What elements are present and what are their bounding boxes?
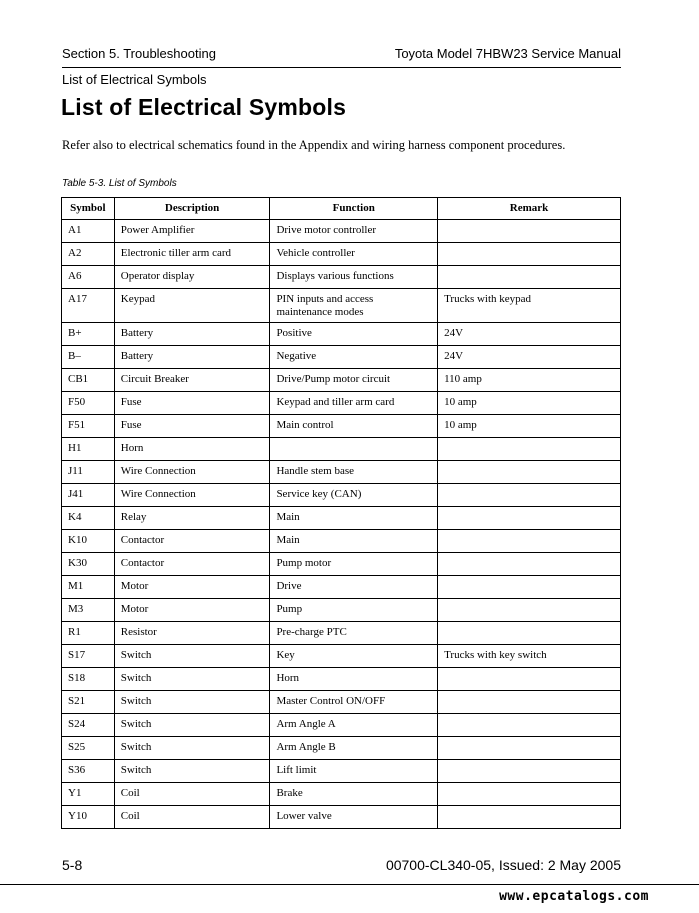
cell-remark (438, 530, 621, 553)
intro-paragraph: Refer also to electrical schematics found in the Appendix and wiring harness component procedures. (62, 138, 566, 152)
cell-symbol: A2 (62, 243, 115, 266)
cell-description: Motor (114, 576, 270, 599)
cell-description: Switch (114, 668, 270, 691)
cell-remark (438, 220, 621, 243)
table-row (62, 289, 621, 323)
cell-function: Keypad and tiller arm card (270, 392, 438, 415)
cell-remark (438, 438, 621, 461)
section-header: Section 5. Troubleshooting (62, 46, 216, 61)
table-row (62, 760, 621, 783)
cell-function: Drive motor controller (270, 220, 438, 243)
table-row (62, 599, 621, 622)
cell-symbol: R1 (62, 622, 115, 645)
table-row (62, 668, 621, 691)
table-row (62, 507, 621, 530)
cell-description: Coil (114, 806, 270, 829)
cell-function: Negative (270, 346, 438, 369)
cell-function: Lift limit (270, 760, 438, 783)
cell-description: Contactor (114, 553, 270, 576)
cell-symbol: S18 (62, 668, 115, 691)
cell-remark (438, 714, 621, 737)
table-row (62, 243, 621, 266)
cell-symbol: S36 (62, 760, 115, 783)
cell-symbol: S17 (62, 645, 115, 668)
cell-function: Handle stem base (270, 461, 438, 484)
table-row (62, 806, 621, 829)
cell-symbol: M3 (62, 599, 115, 622)
cell-description: Wire Connection (114, 484, 270, 507)
cell-symbol: K4 (62, 507, 115, 530)
cell-function: Pump (270, 599, 438, 622)
cell-function: PIN inputs and access maintenance modes (270, 289, 438, 323)
cell-remark: Trucks with keypad (438, 289, 621, 323)
cell-symbol: CB1 (62, 369, 115, 392)
cell-description: Coil (114, 783, 270, 806)
cell-symbol: A1 (62, 220, 115, 243)
cell-description: Battery (114, 346, 270, 369)
cell-function: Service key (CAN) (270, 484, 438, 507)
table-row (62, 220, 621, 243)
cell-symbol: S25 (62, 737, 115, 760)
cell-symbol: J41 (62, 484, 115, 507)
table-row (62, 714, 621, 737)
symbols-table (61, 197, 621, 829)
table-row (62, 622, 621, 645)
cell-symbol: J11 (62, 461, 115, 484)
table-row (62, 369, 621, 392)
cell-function: Main (270, 530, 438, 553)
cell-function: Arm Angle A (270, 714, 438, 737)
cell-function: Main control (270, 415, 438, 438)
table-row (62, 530, 621, 553)
running-subheader: List of Electrical Symbols (62, 72, 207, 87)
table-row (62, 346, 621, 369)
cell-function: Pre-charge PTC (270, 622, 438, 645)
cell-remark (438, 668, 621, 691)
cell-remark (438, 760, 621, 783)
cell-function: Positive (270, 323, 438, 346)
cell-function: Lower valve (270, 806, 438, 829)
header-divider (62, 67, 621, 68)
cell-function: Drive/Pump motor circuit (270, 369, 438, 392)
cell-symbol: F51 (62, 415, 115, 438)
cell-symbol: K30 (62, 553, 115, 576)
cell-remark (438, 783, 621, 806)
cell-remark (438, 507, 621, 530)
cell-symbol: M1 (62, 576, 115, 599)
table-row (62, 461, 621, 484)
cell-description: Resistor (114, 622, 270, 645)
cell-remark (438, 737, 621, 760)
cell-description: Battery (114, 323, 270, 346)
cell-symbol: A6 (62, 266, 115, 289)
cell-description: Electronic tiller arm card (114, 243, 270, 266)
cell-description: Switch (114, 714, 270, 737)
cell-function: Pump motor (270, 553, 438, 576)
table-row (62, 737, 621, 760)
table-body (62, 220, 621, 829)
cell-remark: 10 amp (438, 415, 621, 438)
page-number: 5-8 (62, 857, 83, 873)
cell-symbol: A17 (62, 289, 115, 323)
cell-function: Vehicle controller (270, 243, 438, 266)
header-function: Function (270, 198, 438, 220)
cell-function (270, 438, 438, 461)
cell-remark: 10 amp (438, 392, 621, 415)
cell-symbol: B+ (62, 323, 115, 346)
table-row (62, 415, 621, 438)
cell-description: Power Amplifier (114, 220, 270, 243)
watermark-logo: www.epcatalogs.com (499, 889, 649, 904)
cell-description: Horn (114, 438, 270, 461)
cell-symbol: S21 (62, 691, 115, 714)
table-row (62, 576, 621, 599)
cell-description: Circuit Breaker (114, 369, 270, 392)
footer-divider (0, 884, 699, 885)
cell-remark: 24V (438, 346, 621, 369)
cell-symbol: B– (62, 346, 115, 369)
cell-description: Switch (114, 645, 270, 668)
cell-symbol: Y1 (62, 783, 115, 806)
header-symbol: Symbol (62, 198, 115, 220)
table-header-row (62, 198, 621, 220)
header-remark: Remark (438, 198, 621, 220)
cell-remark (438, 599, 621, 622)
cell-function: Main (270, 507, 438, 530)
table-row (62, 645, 621, 668)
table-row (62, 553, 621, 576)
cell-remark (438, 484, 621, 507)
cell-function: Displays various functions (270, 266, 438, 289)
cell-remark: Trucks with key switch (438, 645, 621, 668)
document-id: 00700-CL340-05, Issued: 2 May 2005 (385, 857, 621, 873)
manual-title-header: Toyota Model 7HBW23 Service Manual (394, 46, 621, 61)
cell-description: Relay (114, 507, 270, 530)
table-caption: Table 5-3. List of Symbols (62, 178, 177, 189)
cell-symbol: S24 (62, 714, 115, 737)
cell-remark (438, 691, 621, 714)
cell-remark (438, 622, 621, 645)
cell-remark (438, 243, 621, 266)
cell-description: Switch (114, 737, 270, 760)
cell-description: Keypad (114, 289, 270, 323)
table-row (62, 323, 621, 346)
table-row (62, 266, 621, 289)
cell-remark (438, 553, 621, 576)
cell-symbol: Y10 (62, 806, 115, 829)
cell-description: Fuse (114, 392, 270, 415)
cell-description: Wire Connection (114, 461, 270, 484)
cell-description: Operator display (114, 266, 270, 289)
cell-symbol: F50 (62, 392, 115, 415)
cell-remark (438, 806, 621, 829)
cell-remark: 110 amp (438, 369, 621, 392)
table-row (62, 783, 621, 806)
cell-function: Master Control ON/OFF (270, 691, 438, 714)
cell-remark (438, 576, 621, 599)
cell-description: Contactor (114, 530, 270, 553)
page-title: List of Electrical Symbols (61, 94, 347, 120)
cell-symbol: K10 (62, 530, 115, 553)
table-row (62, 392, 621, 415)
cell-function: Key (270, 645, 438, 668)
cell-remark: 24V (438, 323, 621, 346)
cell-description: Switch (114, 691, 270, 714)
cell-function: Horn (270, 668, 438, 691)
cell-remark (438, 266, 621, 289)
cell-function: Drive (270, 576, 438, 599)
cell-symbol: H1 (62, 438, 115, 461)
table-row (62, 438, 621, 461)
table-row (62, 691, 621, 714)
table-row (62, 484, 621, 507)
cell-function: Arm Angle B (270, 737, 438, 760)
cell-description: Motor (114, 599, 270, 622)
header-description: Description (114, 198, 270, 220)
cell-function: Brake (270, 783, 438, 806)
cell-description: Fuse (114, 415, 270, 438)
cell-remark (438, 461, 621, 484)
cell-description: Switch (114, 760, 270, 783)
